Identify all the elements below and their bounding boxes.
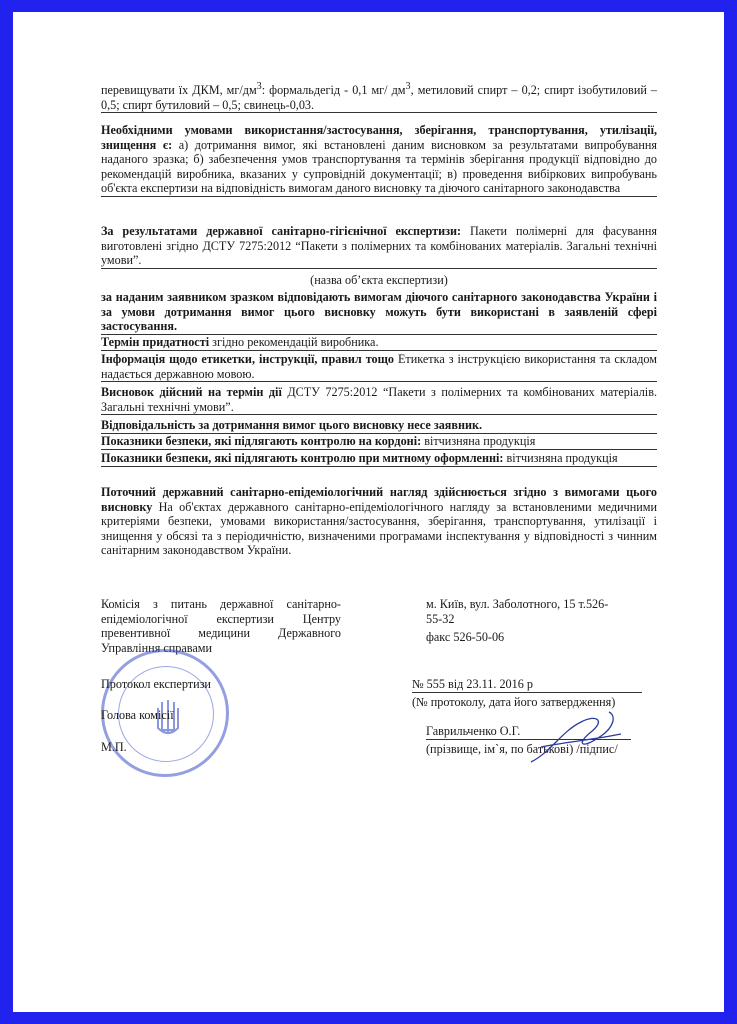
protocol-number: № 555 від 23.11. 2016 р xyxy=(412,677,642,693)
block-responsibility: Відповідальність за дотримання вимог цього висновку несе заявник. xyxy=(101,418,657,434)
document-page xyxy=(13,12,724,1012)
block-validity: Висновок дійсний на термін дії ДСТУ 7275:2012 “Пакети з полімерних та комбінованих матеріалів. Загальні технічні умови”. xyxy=(101,385,657,414)
block-expertise-result: За результатами державної санітарно-гігієнічної експертизи: Пакети полімерні для фасування виготовлені згідно ДСТУ 7275:2012 “Пакети з полімерних та комбінованих матеріалів. Загальні технічні умови”. xyxy=(101,224,657,268)
block-shelf-life: Термін придатності згідно рекомендацій виробника. xyxy=(101,335,657,351)
block-compliance: за наданим заявником зразком відповідають вимогам діючого санітарного законодавства України і за умови дотримання вимог цього висновку можуть бути використані в заявленій сфері застосування. xyxy=(101,290,657,334)
block-border-control: Показники безпеки, які підлягають контролю на кордоні: вітчизняна продукція xyxy=(101,434,657,450)
protocol-caption: (№ протоколу, дата його затвердження) xyxy=(412,695,616,709)
block-conditions: Необхідними умовами використання/застосування, зберігання, транспортування, утилізації, знищення є: а) дотримання вимог, які встановлені даним висновком за результатами випробування наданого зразка; б) забезпечення умов транспортування та термінів зберігання продукції відповідно до рекомендацій виробника, вказаних у супровідній документації; в) проведення вибіркових випробувань об'єкта експертизи на відповідність вимогам даного висновку та діючого санітарного законодавства xyxy=(101,123,657,196)
head-name: Гаврильченко О.Г. xyxy=(426,724,631,740)
mp-label: М.П. xyxy=(101,740,127,754)
block-label-info: Інформація щодо етикетки, інструкції, правил тощо Етикетка з інструкцією використання та складом надається державною мовою. xyxy=(101,352,657,381)
head-caption: (прізвище, ім`я, по батькові) /підпис/ xyxy=(426,742,618,756)
block-limits: перевищувати їх ДКМ, $мг/дм^3$: формальдегід - 0,1 мг/ $дм^3$, метиловий спирт – 0,2; спирт ізобутиловий – 0,5; спирт бутиловий – 0,5; свинець-0,03. xyxy=(101,81,657,112)
signature-icon xyxy=(521,702,631,772)
block-customs-control: Показники безпеки, які підлягають контролю при митному оформленні: вітчизняна продукція xyxy=(101,451,657,467)
commission-name: Комісія з питань державної санітарно-епідеміологічної експертизи Центру превентивної медицини Державного Управління справами xyxy=(101,597,341,655)
protocol-label: Протокол експертизи xyxy=(101,677,211,691)
head-label: Голова комісії xyxy=(101,708,174,722)
address: м. Київ, вул. Заболотного, 15 т.526- 55-32 факс 526-50-06 xyxy=(426,597,609,645)
block-supervision: Поточний державний санітарно-епідеміологічний нагляд здійснюється згідно з вимогами цього висновку На об'єктах державного санітарно-епідеміологічного нагляду за встановленими медичними критеріями безпеки, умовами використання/застосування, зберігання, транспортування, утилізації і знищення у обсязі та з періодичністю, визначеними програмами інспектування у відповідності з чинним санітарним законодавством України. xyxy=(101,485,657,558)
object-caption: (назва об’єкта експертизи) xyxy=(310,273,448,287)
